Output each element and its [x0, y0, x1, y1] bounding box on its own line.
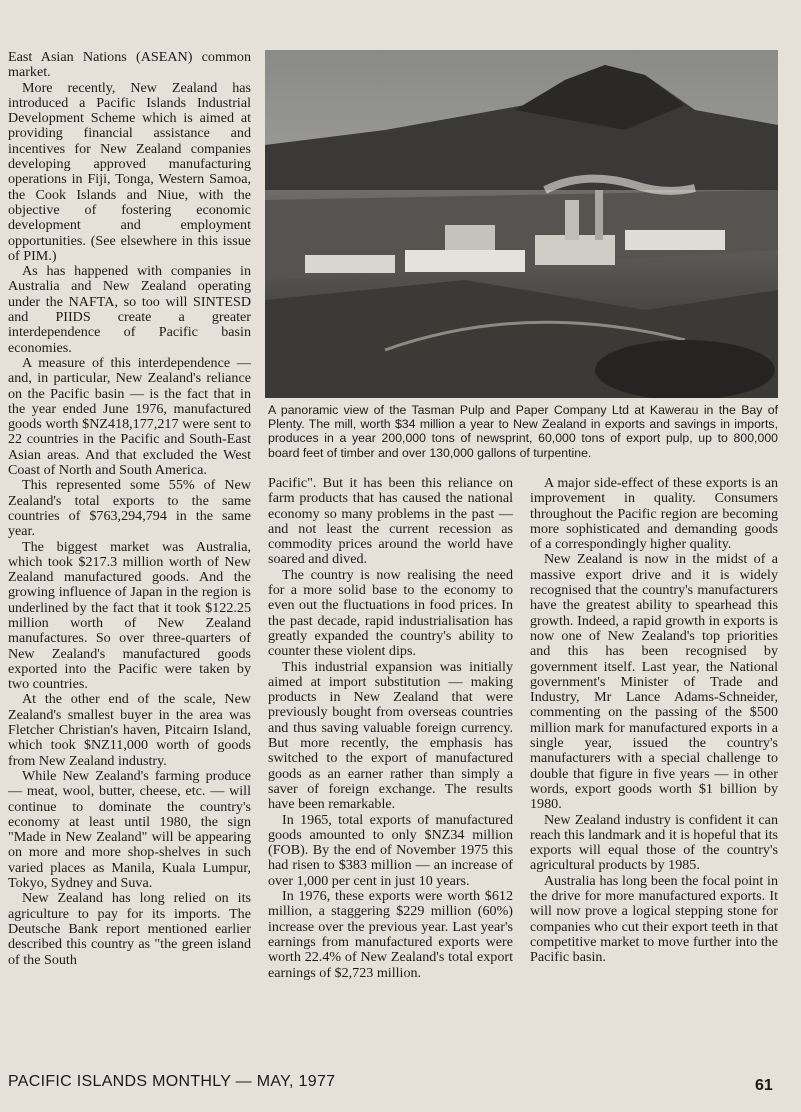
- page-number: 61: [755, 1077, 773, 1094]
- article-column-1: [8, 50, 251, 968]
- paragraph: As has happened with companies in Australia and New Zealand operating under the NAFTA, so too will SINTESD and PIIDS create a greater interdependence of Pacific basin economies.: [8, 263, 251, 356]
- paragraph: More recently, New Zealand has introduced a Pacific Islands Industrial Development Scheme which is aimed at providing financial assistance and incentives for New Zealand companies developing approved manufacturing operations in Fiji, Tonga, Western Samoa, the Cook Islands and Niue, with the objective of fostering economic development and employment opportunities. (See elsewhere in this issue of PIM.): [8, 79, 251, 264]
- paragraph: The country is now realising the need for a more solid base to the economy to even out the fluctuations in food prices. In the past decade, rapid industrialisation has greatly expanded the country's ability to counter these violent dips.: [268, 566, 513, 660]
- paragraph: East Asian Nations (ASEAN) common market.: [8, 49, 251, 81]
- paragraph: This represented some 55% of New Zealand's total exports to the same countries of $763,294,794 in the same year.: [8, 477, 251, 540]
- paragraph: While New Zealand's farming produce — meat, wool, butter, cheese, etc. — will continue to dominate the country's economy at least until 1980, the sign "Made in New Zealand" will be appearing on more and more shop-shelves in such varied places as Manila, Kuala Lumpur, Tokyo, Sydney and Suva.: [8, 767, 251, 892]
- paragraph: At the other end of the scale, New Zealand's smallest buyer in the area was Fletcher Christian's haven, Pitcairn Island, which took $NZ11,000 worth of goods from New Zealand industry.: [8, 691, 251, 769]
- paragraph: This industrial expansion was initially aimed at import substitution — making products in New Zealand that were previously bought from overseas countries and thus saving valuable foreign currency. But more recently, the emphasis has switched to the export of manufactured goods as an earner rather than simply a saver of foreign exchange. The results have been remarkable.: [268, 658, 513, 813]
- paragraph: In 1965, total exports of manufactured goods amounted to only $NZ34 million (FOB). By the end of November 1975 this had risen to $383 million — an increase of over 1,000 per cent in just 10 years.: [268, 811, 513, 889]
- running-footer: PACIFIC ISLANDS MONTHLY — MAY, 1977: [8, 1073, 336, 1090]
- paragraph: In 1976, these exports were worth $612 million, a staggering $229 million (60%) increase over the previous year. Last year's earnings from manufactured exports were worth 22.4% of New Zealand's total export earnings of $2,723 million.: [268, 888, 513, 981]
- paragraph: Australia has long been the focal point in the drive for more manufactured exports. It will now prove a logical stepping stone for companies who cut their export teeth in that competitive market to move further into the Pacific basin.: [530, 872, 778, 966]
- paragraph: New Zealand industry is confident it can reach this landmark and it is hopeful that its exports will equal those of the country's agricultural products by 1985.: [530, 811, 778, 874]
- paragraph: Pacific". But it has been this reliance on farm products that has caused the national economy so many problems in the past — and not least the current recession as commodity prices around the world have soared and dived.: [268, 475, 513, 568]
- article-column-3: [530, 476, 778, 966]
- mill-panorama-photo: [265, 50, 778, 398]
- article-column-2: [268, 476, 513, 981]
- paragraph: A major side-effect of these exports is an improvement in quality. Consumers throughout the Pacific region are becoming more sophisticated and demanding goods of a correspondingly higher quality.: [530, 475, 778, 553]
- paragraph: The biggest market was Australia, which took $217.3 million worth of New Zealand manufactured goods. And the growing influence of Japan in the region is underlined by the fact that it took $122.25 million worth of New Zealand manufactures. So over three-quarters of New Zealand's manufactured goods exported into the Pacific were taken by two countries.: [8, 538, 251, 693]
- paragraph: New Zealand has long relied on its agriculture to pay for its imports. The Deutsche Bank report mentioned earlier described this country as "the green island of the South: [8, 890, 251, 968]
- paragraph: A measure of this interdependence — and, in particular, New Zealand's reliance on the Pacific basin — is the fact that in the year ended June 1976, manufactured goods worth $NZ418,177,217 were sent to 22 countries in the Pacific and South-East Asian areas. And that excluded the West Coast of North and South America.: [8, 354, 251, 479]
- photo-caption: A panoramic view of the Tasman Pulp and Paper Company Ltd at Kawerau in the Bay of Plenty. The mill, worth $34 million a year to New Zealand in exports and savings in imports, produces in a year 200,000 tons of newsprint, 60,000 tons of export pulp, up to 800,000 board feet of timber and over 130,000 gallons of turpentine.: [268, 403, 778, 460]
- paragraph: New Zealand is now in the midst of a massive export drive and it is widely recognised that the country's manufacturers have the greatest ability to spearhead this growth. Indeed, a rapid growth in exports is now one of New Zealand's top priorities and this has been recognised by government itself. Last year, the National government's Minister of Trade and Industry, Mr Lance Adams-Schneider, commenting on the passing of the $500 million mark for manufactured exports in a single year, issued the country's manufacturers with a special challenge to double that figure in five years — in other words, export goods worth $1 billion by 1980.: [530, 551, 778, 813]
